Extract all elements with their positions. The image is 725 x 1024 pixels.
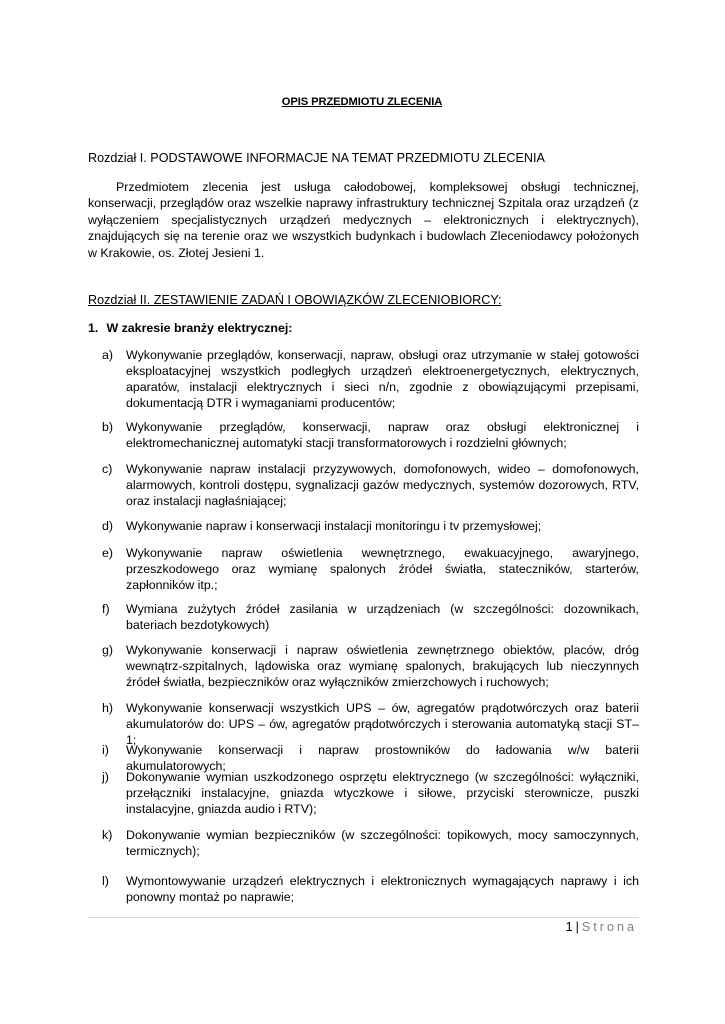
task-text: Dokonywanie wymian uszkodzonego osprzętu elektrycznego (w szczególności: wyłączniki, przełączniki instalacyjne, gniazda wtyczkowe i siłowe, przyciski sterownicze, puszki instalacyjne, gniazda audio i RTV);: [126, 770, 639, 816]
task-text: Wykonywanie napraw instalacji przyzywowych, domofonowych, wideo – domofonowych, alarmowych, kontroli dostępu, sygnalizacji gazów medycznych, systemów dozorowych, RTV, oraz instalacji nagłaśniającej;: [126, 462, 639, 508]
task-marker: d): [102, 519, 114, 533]
chapter-1-heading: Rozdział I. PODSTAWOWE INFORMACJE NA TEMAT PRZEDMIOTU ZLECENIA: [88, 151, 545, 165]
task-item-c: [88, 461, 639, 509]
task-marker: b): [102, 420, 114, 434]
task-marker: h): [102, 701, 114, 715]
task-text: Wykonywanie konserwacji i napraw prostowników do ładowania w/w baterii akumulatorowych;: [126, 743, 639, 773]
task-text: Wykonywanie przeglądów, konserwacji, napraw oraz obsługi elektronicznej i elektromechanicznej automatyki stacji transformatorowych i rozdzielni głównych;: [126, 420, 639, 450]
task-marker: l): [102, 874, 109, 888]
page-label: Strona: [581, 920, 637, 934]
intro-paragraph: Przedmiotem zlecenia jest usługa całodobowej, kompleksowej obsługi technicznej, konserwacji, przeglądów oraz wszelkie naprawy infrastruktury technicznej Szpitala oraz urządzeń (z wyłączeniem specjalistycznych urządzeń medycznych – elektronicznych i elektrycznych), znajdujących się na terenie oraz we wszystkich budynkach i budowlach Zleceniodawcy położonych w Krakowie, os. Złotej Jesieni 1.: [88, 180, 639, 260]
task-text: Wykonywanie napraw oświetlenia wewnętrznego, ewakuacyjnego, awaryjnego, przeszkodowego oraz wymianę spalonych źródeł światła, stateczników, starterów, zapłonników itp.;: [126, 546, 639, 592]
task-item-a: [88, 347, 639, 411]
task-marker: e): [102, 546, 114, 560]
task-item-l: [88, 873, 639, 905]
task-item-b: [88, 419, 639, 451]
section-title: W zakresie branży elektrycznej:: [106, 321, 293, 335]
task-marker: i): [102, 743, 109, 757]
task-marker: a): [102, 348, 114, 362]
task-text: Wykonywanie przeglądów, konserwacji, napraw, obsługi oraz utrzymanie w stałej gotowości eksploatacyjnej wszystkich podległych urządzeń elektroenergetycznych, elektrycznych, aparatów, instalacji elektrycznych i sieci n/n, zgodnie z obowiązującymi przepisami, dokumentacją DTR i wymaganiami producentów;: [126, 348, 639, 410]
task-marker: c): [102, 462, 113, 476]
task-text: Wykonywanie napraw i konserwacji instalacji monitoringu i tv przemysłowej;: [126, 519, 542, 533]
task-item-h: [88, 700, 639, 748]
task-item-f: [88, 601, 639, 633]
task-marker: j): [102, 770, 109, 784]
task-text: Wymontowywanie urządzeń elektrycznych i elektronicznych wymagających naprawy i ich ponowny montaż po naprawie;: [126, 874, 639, 904]
task-item-d: [88, 518, 639, 534]
task-text: Wykonywanie konserwacji wszystkich UPS – ów, agregatów prądotwórczych oraz baterii akumulatorów do: UPS – ów, agregatów prądotwórczych i sterowania automatyką stacji ST–1;: [126, 701, 639, 747]
section-1-heading: [88, 321, 292, 335]
task-item-g: [88, 642, 639, 690]
task-text: Dokonywanie wymian bezpieczników (w szczególności: topikowych, mocy samoczynnych, termicznych);: [126, 828, 639, 858]
task-item-k: [88, 827, 639, 859]
task-text: Wykonywanie konserwacji i napraw oświetlenia zewnętrznego obiektów, placów, dróg wewnątrz-szpitalnych, lądowiska oraz wymianę spalonych, brakujących lub nieczynnych źródeł światła, bezpieczników oraz wyłączników zmierzchowych i ruchowych;: [126, 643, 639, 689]
task-marker: k): [102, 828, 113, 842]
footer-separator: |: [575, 920, 579, 934]
chapter-2-heading: Rozdział II. ZESTAWIENIE ZADAŃ I OBOWIĄZKÓW ZLECENIOBIORCY:: [88, 293, 502, 307]
section-number: 1.: [88, 321, 99, 335]
task-item-j: [88, 769, 639, 817]
task-text: Wymiana zużytych źródeł zasilania w urządzeniach (w szczególności: dozownikach, bateriach bezdotykowych): [126, 602, 639, 632]
page-footer: [566, 920, 637, 934]
task-marker: f): [102, 602, 110, 616]
document-title: OPIS PRZEDMIOTU ZLECENIA: [281, 96, 443, 108]
task-marker: g): [102, 643, 114, 657]
page-number: 1: [565, 920, 573, 934]
task-item-e: [88, 545, 639, 593]
footer-divider: [88, 917, 639, 918]
